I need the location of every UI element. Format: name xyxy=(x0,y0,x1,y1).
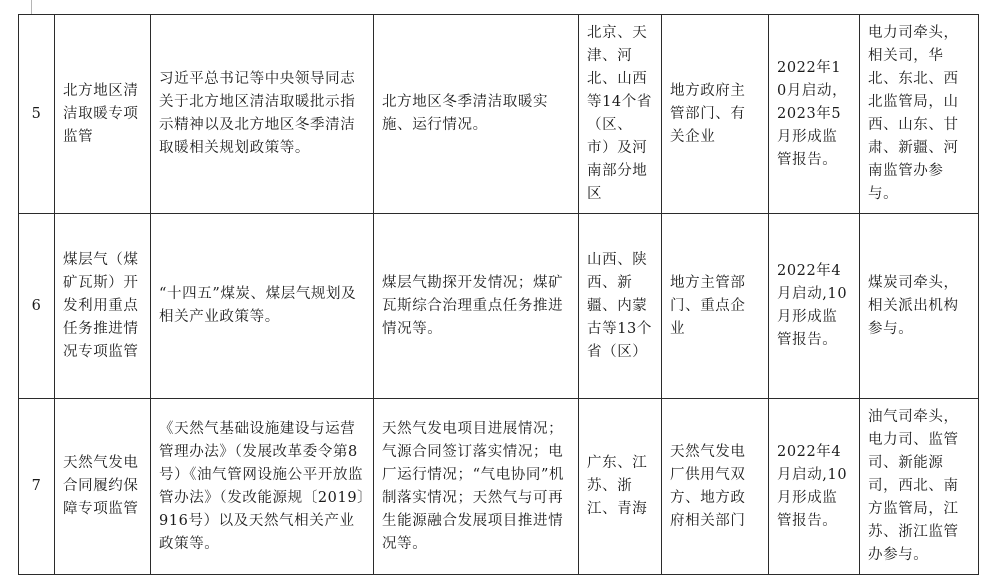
row-number: 6 xyxy=(19,214,55,399)
timing-cell: 2022年4月启动,10月形成监管报告。 xyxy=(769,214,860,399)
basis-cell: 《天然气基础设施建设与运营管理办法》（发展改革委令第8号）《油气管网设施公平开放监管办法》（发改能源规〔2019〕916号）以及天然气相关产业政策等。 xyxy=(151,399,374,575)
region-cell: 广东、江苏、浙江、青海 xyxy=(579,399,662,575)
basis-cell: 习近平总书记等中央领导同志关于北方地区清洁取暖批示指示精神以及北方地区冬季清洁取暖相关规划政策等。 xyxy=(151,15,374,214)
lead-cell: 煤炭司牵头，相关派出机构参与。 xyxy=(860,214,979,399)
item-name-cell: 北方地区清洁取暖专项监管 xyxy=(55,15,151,214)
table-row xyxy=(19,214,979,399)
item-name-cell: 天然气发电合同履约保障专项监管 xyxy=(55,399,151,575)
objects-cell: 地方政府主管部门、有关企业 xyxy=(662,15,769,214)
content-cell: 北方地区冬季清洁取暖实施、运行情况。 xyxy=(374,15,579,214)
row-number: 7 xyxy=(19,399,55,575)
table-row xyxy=(19,399,979,575)
supervision-table xyxy=(18,14,979,575)
row-number: 5 xyxy=(19,15,55,214)
region-cell: 山西、陕西、新疆、内蒙古等13个省（区） xyxy=(579,214,662,399)
lead-cell: 电力司牵头，相关司，华北、东北、西北监管局，山西、山东、甘肃、新疆、河南监管办参与。 xyxy=(860,15,979,214)
basis-cell: “十四五”煤炭、煤层气规划及相关产业政策等。 xyxy=(151,214,374,399)
table-row xyxy=(19,15,979,214)
timing-cell: 2022年10月启动，2023年5月形成监管报告。 xyxy=(769,15,860,214)
objects-cell: 天然气发电厂供用气双方、地方政府相关部门 xyxy=(662,399,769,575)
region-cell: 北京、天津、河北、山西等14个省（区、市）及河南部分地区 xyxy=(579,15,662,214)
item-name-cell: 煤层气（煤矿瓦斯）开发利用重点任务推进情况专项监管 xyxy=(55,214,151,399)
content-cell: 煤层气勘探开发情况；煤矿瓦斯综合治理重点任务推进情况等。 xyxy=(374,214,579,399)
content-cell: 天然气发电项目进展情况；气源合同签订落实情况；电厂运行情况；“气电协同”机制落实情况；天然气与可再生能源融合发展项目推进情况等。 xyxy=(374,399,579,575)
timing-cell: 2022年4月启动,10月形成监管报告。 xyxy=(769,399,860,575)
objects-cell: 地方主管部门、重点企业 xyxy=(662,214,769,399)
page-corner-mark xyxy=(7,0,32,14)
lead-cell: 油气司牵头，电力司、监管司、新能源司，西北、南方监管局，江苏、浙江监管办参与。 xyxy=(860,399,979,575)
